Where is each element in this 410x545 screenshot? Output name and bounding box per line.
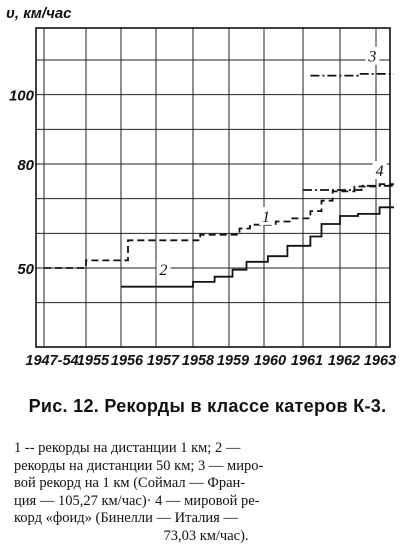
- figure-caption: Рис. 12. Рекорды в классе катеров К-3.: [20, 393, 395, 419]
- legend-line: ция — 105,27 км/час)· 4 — мировой ре-: [14, 493, 398, 511]
- x-tick-label: 1958: [182, 353, 215, 369]
- series-line-4: [303, 186, 394, 190]
- legend-line: рекорды на дистанции 50 км; 3 — миро-: [14, 458, 398, 476]
- series-label: 3: [367, 49, 376, 66]
- series-label: 4: [376, 163, 384, 180]
- y-axis-label: υ, км/час: [6, 5, 72, 22]
- figure-legend: [14, 440, 398, 545]
- x-tick-label: 1960: [254, 353, 286, 369]
- legend-line: 73,03 км/час).: [14, 528, 398, 545]
- y-tick-label: 100: [9, 88, 35, 105]
- y-tick-label: 50: [17, 261, 34, 278]
- x-tick-label: 1961: [291, 353, 323, 369]
- x-tick-label: 1962: [328, 353, 360, 369]
- plot-frame: [36, 28, 390, 347]
- x-tick-label: 1955: [77, 353, 110, 369]
- legend-line: корд «фоид» (Бинелли — Италия —: [14, 510, 398, 528]
- y-tick-label: 80: [17, 157, 34, 174]
- series-label: 2: [159, 262, 167, 279]
- x-tick-label: 1963: [364, 353, 396, 369]
- x-tick-label: 1956: [111, 353, 144, 369]
- legend-line: 1 -- рекорды на дистанции 1 км; 2 —: [14, 440, 398, 458]
- series-label: 1: [262, 209, 270, 226]
- x-tick-label: 1959: [217, 353, 249, 369]
- series-line-3: [310, 74, 394, 76]
- legend-line: вой рекорд на 1 км (Соймал — Фран-: [14, 475, 398, 493]
- series-line-1: [44, 184, 394, 268]
- x-tick-label: 1957: [147, 353, 180, 369]
- x-tick-label: 1947-54: [25, 353, 78, 369]
